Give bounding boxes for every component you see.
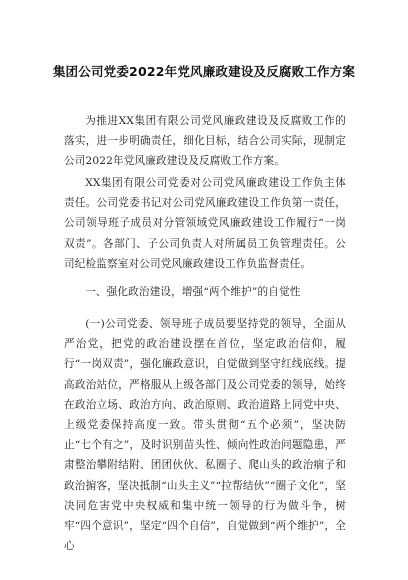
section-body-paragraph: (一)公司党委、领导班子成员要坚持党的领导，全面从严治党，把党的政治建设摆在首位，坚定政治信仰，履行“一岗双责”，强化廉政意识，自觉做到坚守红线底线。提高政治站位，严格服从上级各部门及公司党委的领导，始终在政治立场、政治方向、政治原则、政治道路上同党中央、上级党委保持高度一致。带头贯彻“五个必须”，坚决防止“七个有之”，及时识别苗头性、倾向性政治问题隐患，严肃整治攀附结附、团团伙伙、私圈子、爬山头的政治痼子和政治掮客，坚决抵制“山头主义”“拉帮结伙”“圈子文化”，坚决同危害党中央权威和集中统一领导的行为做斗争，树牢“四个意识”，坚定“四个自信”，自觉做到“两个维护”，全心 xyxy=(64,318,346,553)
intro-paragraph: 为推进XX集团有限公司党风廉政建设及反腐败工作的落实，进一步明确责任，细化目标，结合公司实际，现制定公司2022年党风廉政建设及反腐败工作方案。 xyxy=(64,115,346,168)
responsibility-paragraph: XX集团有限公司党委对公司党风廉政建设工作负主体责任。公司党委书记对公司党风廉政建设工作负第一责任，公司领导班子成员对分管领域党风廉政建设工作履行“一岗双责”。各部门、子公司负责人对所属员工负管理责任。公司纪检监察室对公司党风廉政建设工作负监督责任。 xyxy=(64,177,346,270)
section-heading: 一、强化政治建设，增强“两个维护”的自觉性 xyxy=(85,286,301,298)
document-title: 集团公司党委2022年党风廉政建设及反腐败工作方案 xyxy=(52,64,356,79)
